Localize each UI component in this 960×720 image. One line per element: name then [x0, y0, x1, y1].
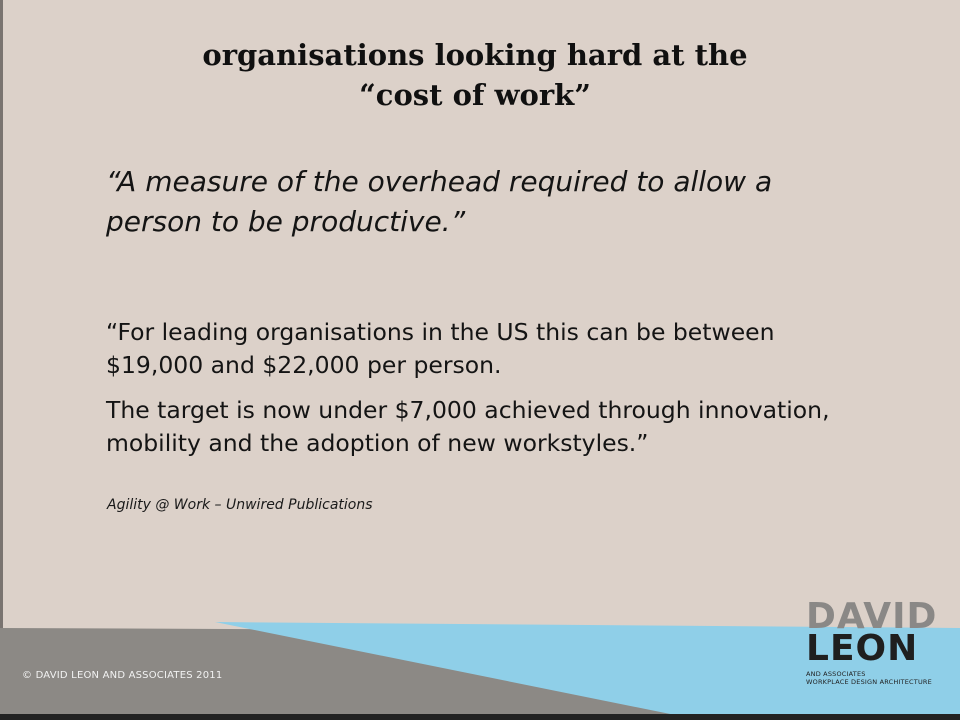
title-line-2: “cost of work”: [359, 78, 591, 112]
body-paragraph-2: The target is now under $7,000 achieved through innovation, mobility and the adoption of new workstyles.”: [106, 396, 830, 457]
quote-line-1: “A measure of the overhead required to allow a: [106, 165, 773, 198]
quote-line-2: person to be productive.”: [106, 205, 466, 238]
body-text: [106, 316, 876, 472]
slide-title: [140, 35, 810, 115]
logo-subtitle-2: WORKPLACE DESIGN ARCHITECTURE: [806, 678, 932, 686]
source-citation: Agility @ Work – Unwired Publications: [107, 497, 373, 513]
footer-bottom-strip: [0, 714, 960, 720]
logo-line-2: LEON: [806, 628, 919, 669]
company-logo: [806, 596, 956, 692]
body-paragraph-1: “For leading organisations in the US this can be between $19,000 and $22,000 per person.: [106, 318, 775, 379]
logo-line-1: DAVID: [806, 596, 938, 637]
definition-quote: [106, 162, 826, 242]
logo-subtitle-1: AND ASSOCIATES: [806, 670, 866, 678]
left-edge-border: [0, 0, 3, 720]
title-line-1: organisations looking hard at the: [202, 38, 748, 72]
copyright-text: © DAVID LEON AND ASSOCIATES 2011: [22, 670, 223, 681]
